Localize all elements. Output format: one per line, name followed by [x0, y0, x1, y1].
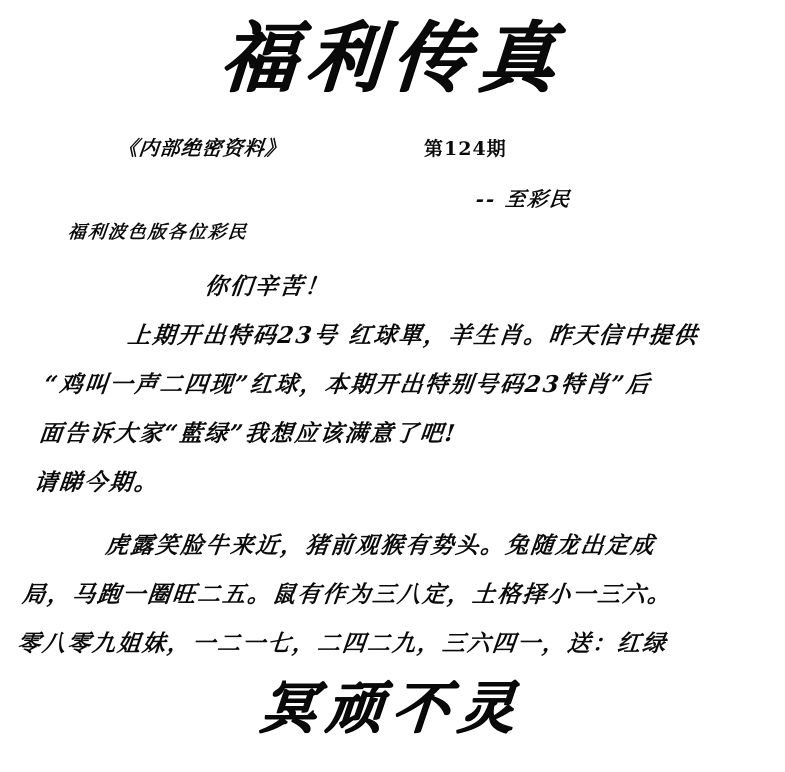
subtitle-row — [0, 132, 785, 160]
paragraph-line: 局，马跑一圈旺二五。鼠有作为三八定，土格择小一三六。 — [20, 581, 674, 608]
paragraph-line: “鸡叫一声二四现”红球，本期开出特别号码23特肖”后 — [43, 371, 653, 398]
body-text — [15, 262, 776, 668]
paragraph-line: 请睇今期。 — [32, 469, 161, 496]
paragraph-line: 虎露笑脸牛来近，猪前观猴有势头。兔随龙出定成 — [104, 532, 657, 559]
paragraph-line: 上期开出特码23号 红球單，羊生肖。昨天信中提供 — [126, 322, 701, 349]
secret-label: 《内部绝密资料》 — [116, 136, 288, 160]
greeting-line: 福利波色版各位彩民 — [66, 222, 249, 243]
paragraph-line: 零八零九姐妹，一二一七，二四二九，三六四一，送：红绿 — [15, 630, 669, 657]
masthead-title: 福利传真 — [217, 13, 568, 102]
addressee-line: -- 至彩民 — [474, 187, 573, 211]
footer-slogan: 冥顽不灵 — [257, 675, 528, 741]
paragraph-spacer — [30, 507, 749, 521]
issue-number: 第124期 — [424, 138, 507, 160]
salutation: 你们辛苦！ — [203, 273, 332, 300]
paragraph-line: 面告诉大家“藍绿”我想应该满意了吧! — [37, 420, 459, 447]
